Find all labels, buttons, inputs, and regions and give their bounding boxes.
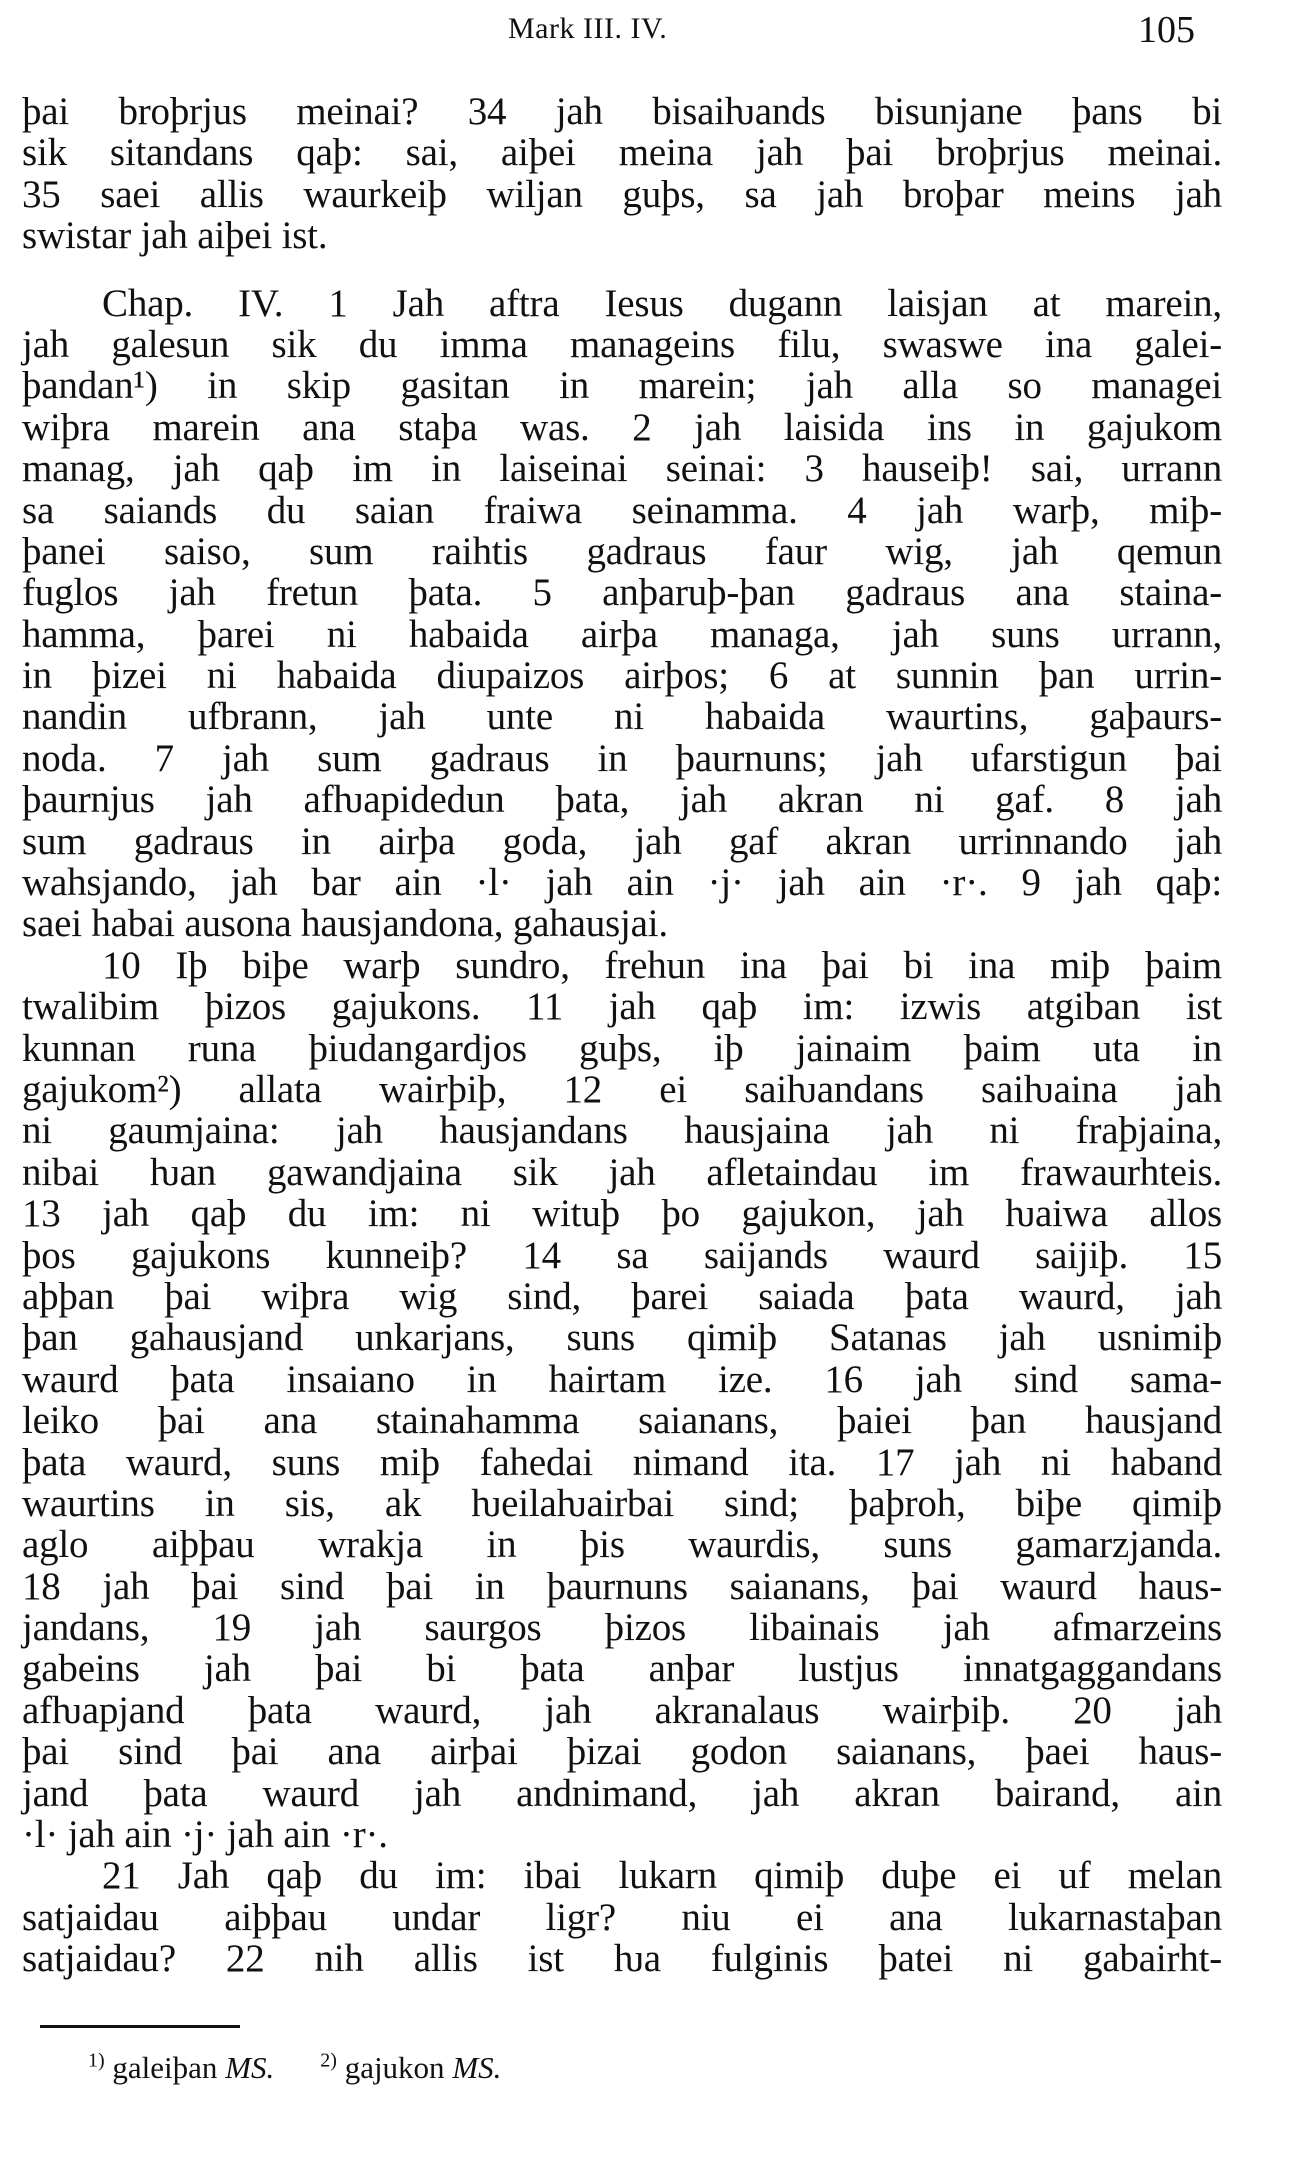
text-line: jandans, 19 jah saurgos þizos libainais jah afmarzeins [22,1606,1222,1650]
text-line: 21 Jah qaþ du im: ibai lukarn qimiþ duþe ei uf melan [102,1854,1222,1898]
body-text [22,91,1222,1980]
text-line: þos gajukons kunneiþ? 14 sa saijands waurd saijiþ. 15 [22,1233,1222,1277]
text-line: aþþan þai wiþra wig sind, þarei saiada þata waurd, jah [22,1274,1222,1318]
text-line: manag, jah qaþ im in laiseinai seinai: 3 hauseiþ! sai, urrann [22,447,1222,491]
text-line: aglo aiþþau wrakja in þis waurdis, suns gamarzjanda. [22,1523,1222,1567]
text-line: wiþra marein ana staþa was. 2 jah laisida ins in gajukom [22,405,1222,449]
text-line: fuglos jah fretun þata. 5 anþaruþ-þan gadraus ana staina- [22,571,1222,615]
paragraph [22,1855,1222,1979]
footnote-text: galeiþan [112,2050,218,2086]
text-line: twalibim þizos gajukons. 11 jah qaþ im: izwis atgiban ist [22,985,1222,1029]
text-line: þandan¹) in skip gasitan in marein; jah alla so managei [22,364,1222,408]
footnote-text: gajukon [344,2050,445,2086]
text-line: kunnan runa þiudangardjos guþs, iþ jainaim þaim uta in [22,1026,1222,1070]
text-line: ni gaumjaina: jah hausjandans hausjaina jah ni fraþjaina, [22,1109,1222,1153]
text-line: þaurnjus jah afƕapidedun þata, jah akran ni gaf. 8 jah [22,778,1222,822]
text-line: noda. 7 jah sum gadraus in þaurnuns; jah ufarstigun þai [22,736,1222,780]
footnote-source: MS. [452,2050,502,2086]
text-line: þai broþrjus meinai? 34 jah bisaiƕands bisunjane þans bi [22,90,1222,133]
page-number: 105 [1138,9,1195,51]
text-line: satjaidau aiþþau undar ligr? niu ei ana lukarnastaþan [22,1895,1222,1939]
text-line: 18 jah þai sind þai in þaurnuns saianans, þai waurd haus- [22,1564,1222,1608]
text-line: ·l· jah ain ·j· jah ain ·r·. [22,1813,388,1857]
footnote-divider [40,2025,240,2028]
footnote-source: MS. [225,2050,275,2086]
text-line: 13 jah qaþ du im: ni wituþ þo gajukon, jah ƕaiwa allos [22,1192,1222,1236]
text-line: afƕapjand þata waurd, jah akranalaus wairþiþ. 20 jah [22,1688,1222,1732]
footnote-mark: 2) [320,2050,337,2072]
paragraph [22,283,1222,945]
text-line: leiko þai ana stainahamma saianans, þaiei þan hausjand [22,1399,1222,1443]
text-line: 10 Iþ biþe warþ sundro, frehun ina þai bi ina miþ þaim [102,943,1222,987]
text-line: þan gahausjand unkarjans, suns qimiþ Satanas jah usnimiþ [22,1316,1222,1360]
text-line: jand þata waurd jah andnimand, jah akran bairand, ain [22,1771,1222,1815]
text-line: þai sind þai ana airþai þizai godon saianans, þaei haus- [22,1730,1222,1774]
paragraph [22,945,1222,1856]
text-line: swistar jah aiþei ist. [22,214,328,258]
running-head-title: Mark III. IV. [508,12,668,45]
text-line: wahsjando, jah bar ain ·l· jah ain ·j· jah ain ·r·. 9 jah qaþ: [22,861,1222,905]
footnotes [88,2050,547,2086]
text-line: sum gadraus in airþa goda, jah gaf akran urrinnando jah [22,819,1222,863]
footnote [320,2050,501,2085]
text-line: satjaidau? 22 nih allis ist ƕa fulginis þatei ni gabairht- [22,1937,1222,1981]
text-line: gabeins jah þai bi þata anþar lustjus innatgaggandans [22,1647,1222,1691]
text-line: nandin ufbrann, jah unte ni habaida waurtins, gaþaurs- [22,695,1222,739]
text-line: 35 saei allis waurkeiþ wiljan guþs, sa jah broþar meins jah [22,172,1222,216]
text-line: jah galesun sik du imma manageins filu, swaswe ina galei- [22,322,1222,366]
running-head [0,8,1314,54]
text-line: hamma, þarei ni habaida airþa managa, jah suns urrann, [22,612,1222,656]
paragraph [22,91,1222,257]
text-line: saei habai ausona hausjandona, gahausjai. [22,902,668,946]
text-line: þata waurd, suns miþ fahedai nimand ita. 17 jah ni haband [22,1440,1222,1484]
text-line: in þizei ni habaida diupaizos airþos; 6 at sunnin þan urrin- [22,654,1222,698]
footnote-mark: 1) [88,2050,105,2072]
text-line: sa saiands du saian fraiwa seinamma. 4 jah warþ, miþ- [22,488,1222,532]
text-line: Chap. IV. 1 Jah aftra Iesus dugann laisjan at marein, [102,281,1222,325]
text-line: waurtins in sis, ak ƕeilaƕairbai sind; þaþroh, biþe qimiþ [22,1481,1222,1525]
text-line: nibai ƕan gawandjaina sik jah afletaindau im frawaurhteis. [22,1150,1222,1194]
text-line: sik sitandans qaþ: sai, aiþei meina jah þai broþrjus meinai. [22,131,1222,175]
text-line: gajukom²) allata wairþiþ, 12 ei saiƕandans saiƕaina jah [22,1067,1222,1111]
text-line: þanei saiso, sum raihtis gadraus faur wig, jah qemun [22,529,1222,573]
text-line: waurd þata insaiano in hairtam ize. 16 jah sind sama- [22,1357,1222,1401]
footnote [88,2050,274,2085]
